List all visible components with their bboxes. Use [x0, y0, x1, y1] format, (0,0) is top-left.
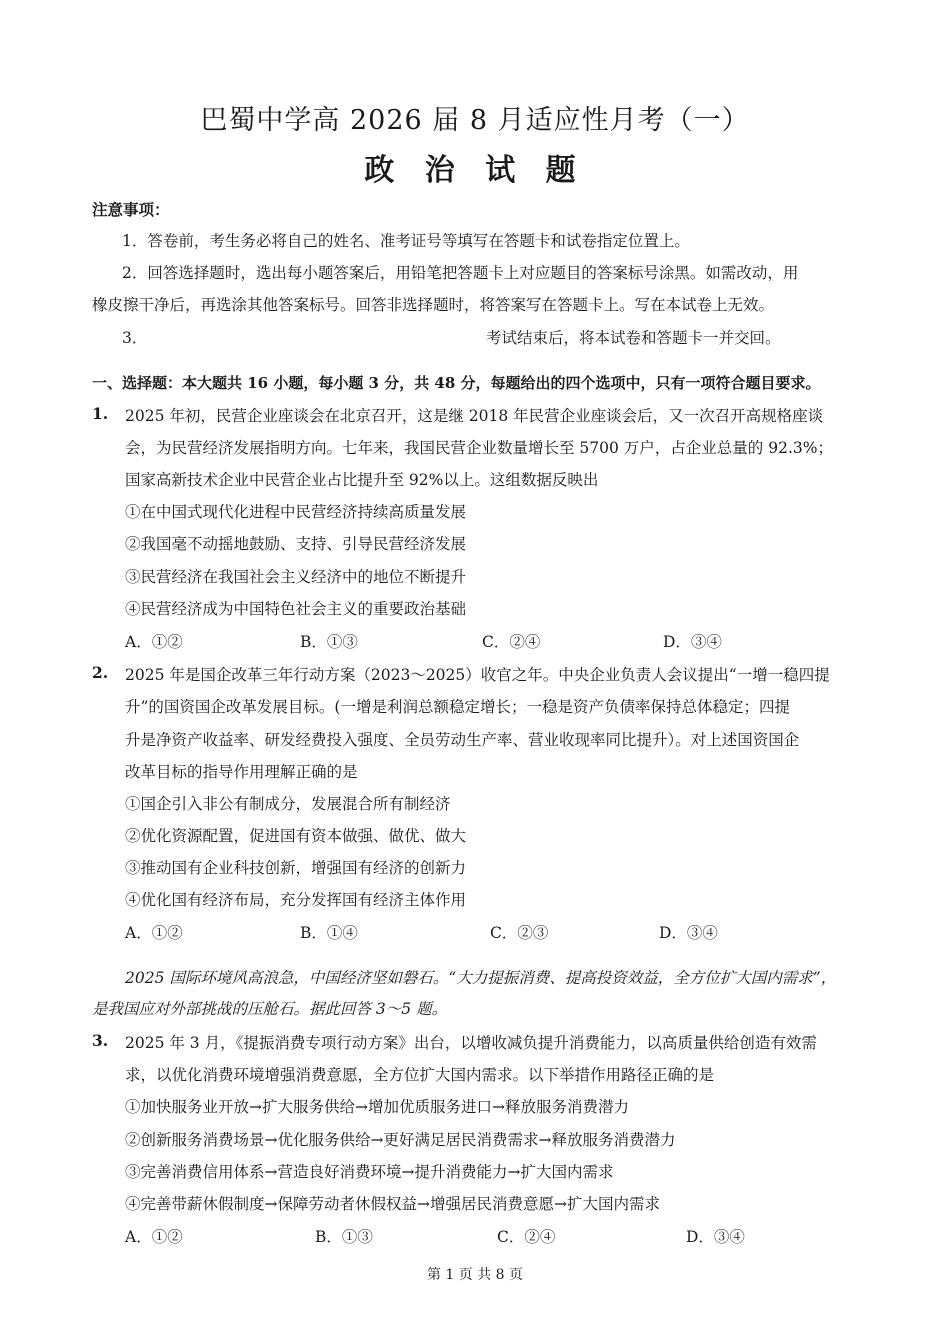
exam-subject: 政 治 试 题	[364, 153, 586, 188]
question-2-stem-line-4: 改革目标的指导作用理解正确的是	[125, 763, 358, 781]
notice-item-2-line-2: 橡皮擦干净后，再选涂其他答案标号。回答非选择题时，将答案写在答题卡上。写在本试卷上无效。	[92, 296, 775, 314]
question-1-item-2: ②我国毫不动摇地鼓励、支持、引导民营经济发展	[125, 535, 467, 553]
question-2-option-b: B．①④	[300, 924, 358, 942]
question-1-stem-line-3: 国家高新技术企业中民营企业占比提升至 92%以上。这组数据反映出	[125, 471, 599, 489]
notice-item-3-text: 考试结束后，将本试卷和答题卡一并交回。	[486, 329, 781, 347]
notice-item-1: 1．答卷前，考生务必将自己的姓名、准考证号等填写在答题卡和试卷指定位置上。	[122, 232, 690, 250]
question-2-option-c: C．②③	[490, 924, 549, 942]
material-intro-line-2: 是我国应对外部挑战的压舱石。据此回答 3～5 题。	[92, 1000, 448, 1018]
question-3-item-3: ③完善消费信用体系→营造良好消费环境→提升消费能力→扩大国内需求	[125, 1163, 614, 1181]
question-3-stem-line-2: 求，以优化消费环境增强消费意愿，全方位扩大国内需求。以下举措作用路径正确的是	[125, 1066, 715, 1084]
question-3-option-a: A．①②	[125, 1228, 183, 1246]
notice-item-3-number: 3．	[122, 329, 148, 347]
question-1-option-a: A．①②	[125, 633, 183, 651]
question-1-stem-line-1: 2025 年初，民营企业座谈会在北京召开，这是继 2018 年民营企业座谈会后，又一次召开高规格座谈	[125, 407, 824, 425]
question-3-stem-line-1: 2025 年 3 月，《提振消费专项行动方案》出台，以增收减负提升消费能力，以高质量供给创造有效需	[125, 1034, 817, 1052]
notice-item-2-line-1: 2．回答选择题时，选出每小题答案后，用铅笔把答题卡上对应题目的答案标号涂黑。如需改动，用	[122, 264, 799, 282]
question-2-stem-line-3: 升是净资产收益率、研发经费投入强度、全员劳动生产率、营业收现率同比提升）。对上述国资国企	[125, 731, 800, 749]
question-2-option-d: D．③④	[659, 924, 718, 942]
question-2-option-a: A．①②	[125, 924, 183, 942]
question-2-item-1: ①国企引入非公有制成分，发展混合所有制经济	[125, 795, 451, 813]
question-3-option-c: C．②④	[497, 1228, 556, 1246]
question-1-number: 1.	[92, 404, 109, 423]
question-3-option-d: D．③④	[686, 1228, 745, 1246]
question-2-item-4: ④优化国有经济布局，充分发挥国有经济主体作用	[125, 891, 467, 909]
question-3-item-2: ②创新服务消费场景→优化服务供给→更好满足居民消费需求→释放服务消费潜力	[125, 1131, 676, 1149]
question-1-option-d: D．③④	[663, 633, 722, 651]
page-number: 第 1 页 共 8 页	[426, 1267, 524, 1283]
exam-title: 巴蜀中学高 2026 届 8 月适应性月考（一）	[200, 105, 750, 136]
question-3-option-b: B．①③	[315, 1228, 373, 1246]
section-1-heading: 一、选择题：本大题共 16 小题，每小题 3 分，共 48 分，每题给出的四个选项中，只有一项符合题目要求。	[92, 374, 821, 392]
question-2-stem-line-1: 2025 年是国企改革三年行动方案（2023～2025）收官之年。中央企业负责人会议提出“一增一稳四提	[125, 666, 830, 684]
question-1-option-b: B．①③	[300, 633, 358, 651]
question-1-item-4: ④民营经济成为中国特色社会主义的重要政治基础	[125, 600, 467, 618]
material-intro-line-1: 2025 国际环境风高浪急，中国经济坚如磐石。“大力提振消费、提高投资效益，全方位扩大国内需求”，	[125, 969, 837, 987]
question-3-number: 3.	[92, 1031, 109, 1050]
question-3-item-1: ①加快服务业开放→扩大服务供给→增加优质服务进口→释放服务消费潜力	[125, 1098, 629, 1116]
question-2-item-3: ③推动国有企业科技创新，增强国有经济的创新力	[125, 859, 467, 877]
question-2-item-2: ②优化资源配置，促进国有资本做强、做优、做大	[125, 827, 467, 845]
question-2-number: 2.	[92, 663, 109, 682]
notice-heading: 注意事项：	[92, 200, 170, 219]
question-1-option-c: C．②④	[482, 633, 541, 651]
question-3-item-4: ④完善带薪休假制度→保障劳动者休假权益→增强居民消费意愿→扩大国内需求	[125, 1195, 660, 1213]
question-1-item-1: ①在中国式现代化进程中民营经济持续高质量发展	[125, 503, 467, 521]
question-2-stem-line-2: 升”的国资国企改革发展目标。(一增是利润总额稳定增长；一稳是资产负债率保持总体稳定；四提	[125, 698, 790, 716]
question-1-item-3: ③民营经济在我国社会主义经济中的地位不断提升	[125, 568, 467, 586]
question-1-stem-line-2: 会，为民营经济发展指明方向。七年来，我国民营企业数量增长至 5700 万户，占企业总量的 92.3%；	[125, 439, 833, 457]
